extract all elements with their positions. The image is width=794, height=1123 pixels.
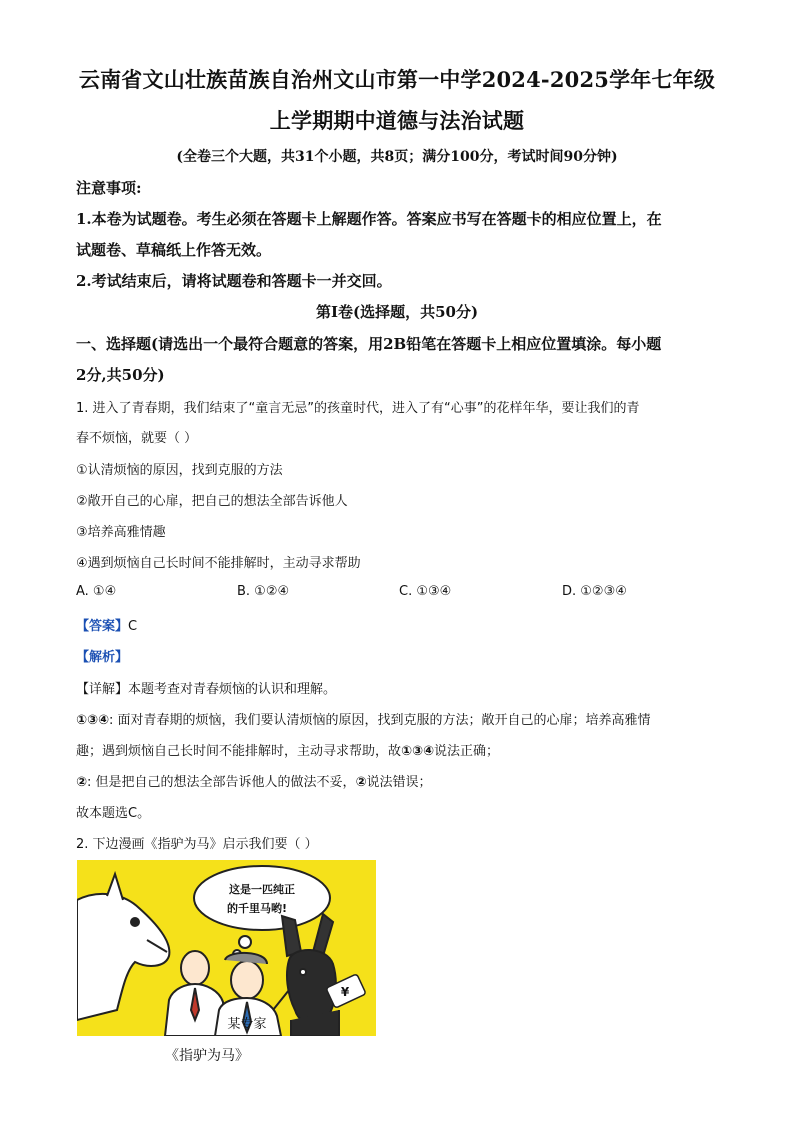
note-item-2: 2.考试结束后，请将试题卷和答题卡一并交回。 [76,272,392,290]
q1-explanation-2 [76,771,432,790]
q1-option-d: D. ①②③④ [562,584,627,599]
q2-stem: 2. 下边漫画《指驴为马》启示我们要（ ） [76,837,318,852]
q1-stem-b: 春不烦恼，就要（ ） [76,431,198,446]
bubble-text-line1: 这是一匹纯正 [229,883,295,896]
q1-detail [76,678,336,697]
q1-statement-4: ④遇到烦恼自己长时间不能排解时，主动寻求帮助 [76,556,361,571]
q1-option-b: B. ①②④ [237,584,290,599]
exam-title-line1: 云南省文山壮族苗族自治州文山市第一中学2024-2025学年七年级 [78,67,716,92]
q1-option-c: C. ①③④ [399,584,452,599]
q1-stem-a: 1. 进入了青春期，我们结束了“童言无忌”的孩童时代，进入了有“心事”的花样年华，要让我们的青 [76,401,640,416]
exp-marker: ② [76,775,88,790]
detail-tag: 【详解】 [76,682,129,697]
q1-answer [76,615,137,634]
q1-statement-1: ①认清烦恼的原因，找到克服的方法 [76,463,283,478]
exam-title-line2: 上学期期中道德与法治试题 [269,108,525,133]
exam-subtitle: (全卷三个大题，共31个小题，共8页；满分100分，考试时间90分钟) [176,149,618,165]
notes-heading: 注意事项: [76,179,142,197]
q1-explanation-1a [76,709,651,728]
exp-text: : 面对青春期的烦恼，我们要认清烦恼的原因，找到克服的方法；敞开自己的心扉；培养高雅情 [109,713,651,728]
exp-text-post: 说法错误； [366,775,432,790]
exp-text-post: 说法正确； [434,744,500,759]
q1-analysis-tag [76,646,128,665]
q1-statement-3: ③培养高雅情趣 [76,525,166,540]
note-item-1b: 试题卷、草稿纸上作答无效。 [76,241,272,259]
donkey-cartoon-illustration [77,860,376,1036]
money-label: ¥ [340,985,350,999]
detail-text: 本题考查对青春烦恼的认识和理解。 [128,682,337,697]
analysis-tag: 【解析】 [76,650,129,665]
exp-marker: ①③④ [76,713,110,728]
section-heading-b: 2分,共50分) [76,366,165,384]
exp-marker: ①③④ [401,744,435,759]
answer-value: C [128,619,138,634]
exp-text-pre: 趣；遇到烦恼自己长时间不能排解时，主动寻求帮助，故 [76,744,402,759]
q1-conclusion: 故本题选C。 [76,806,151,821]
note-item-1a: 1.本卷为试题卷。考生必须在答题卡上解题作答。答案应书写在答题卡的相应位置上，在 [76,210,662,228]
cartoon-caption: 《指驴为马》 [165,1048,249,1064]
section-heading-a: 一、选择题(请选出一个最符合题意的答案，用2B铅笔在答题卡上相应位置填涂。每小题 [76,335,662,353]
q1-explanation-1b [76,740,499,759]
expert-label: 某专家 [227,1017,267,1032]
exp-text: : 但是把自己的想法全部告诉他人的做法不妥， [87,775,356,790]
q1-option-a: A. ①④ [76,584,117,599]
q1-statement-2: ②敞开自己的心扉，把自己的想法全部告诉他人 [76,494,348,509]
answer-tag: 【答案】 [76,619,129,634]
exp-marker: ② [355,775,367,790]
part1-heading: 第Ⅰ卷(选择题，共50分) [315,303,479,321]
bubble-text-line2: 的千里马哟! [226,902,288,915]
